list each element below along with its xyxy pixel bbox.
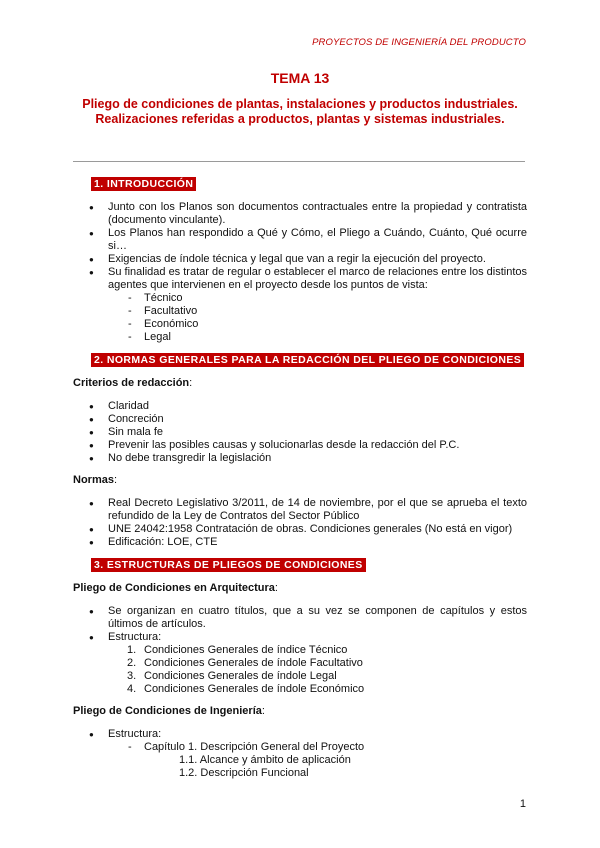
page-number: 1: [519, 798, 526, 810]
list-item: ● Los Planos han respondido a Qué y Cómo, el Pliego a Cuándo, Cuánto, Qué ocurre si…: [73, 227, 527, 253]
section-heading: 3. ESTRUCTURAS DE PLIEGOS DE CONDICIONES: [91, 558, 366, 572]
arquitectura-structure: [108, 644, 527, 696]
list-item-text: Su finalidad es tratar de regular o establecer el marco de relaciones entre los distintos agentes que intervienen en el proyecto desde los puntos de vista:: [108, 266, 527, 291]
list-item: ● Junto con los Planos son documentos contractuales entre la propiedad y contratista (documento vinculante).: [73, 201, 527, 227]
page-subtitle: Pliego de condiciones de plantas, instalaciones y productos industriales. Realizaciones referidas a productos, plantas y sistemas industriales.: [82, 97, 518, 126]
list-item: ● Edificación: LOE, CTE: [73, 536, 527, 549]
document-body: [73, 177, 527, 780]
page-title: TEMA 13: [270, 70, 330, 86]
section-3: [73, 558, 527, 572]
list-item: ● Prevenir las posibles causas y solucionarlas desde la redacción del P.C.: [73, 439, 527, 452]
list-item: [73, 728, 527, 754]
list-item-text: Estructura:: [108, 728, 162, 740]
section-1: [73, 177, 527, 191]
list-item: - Facultativo: [108, 305, 527, 318]
viewpoints-list: [108, 292, 527, 344]
list-item: ● Sin mala fe: [73, 426, 527, 439]
list-item: ● UNE 24042:1958 Contratación de obras. Condiciones generales (No está en vigor): [73, 523, 527, 536]
list-item: - Capítulo 1. Descripción General del Proyecto: [108, 741, 527, 754]
list-item: ● Claridad: [73, 400, 527, 413]
list-item: 3. Condiciones Generales de índole Legal: [127, 670, 337, 682]
list-item: ● No debe transgredir la legislación: [73, 452, 527, 465]
list-item: 1. Condiciones Generales de índice Técnico: [127, 644, 348, 656]
list-item: - Técnico: [108, 292, 527, 305]
ingenieria-structure: [108, 741, 527, 754]
section-2: [73, 353, 527, 367]
sub-item: 1.2. Descripción Funcional: [179, 767, 309, 779]
section-heading: 1. INTRODUCCIÓN: [91, 177, 196, 191]
running-header: PROYECTOS DE INGENIERÍA DEL PRODUCTO: [312, 37, 526, 48]
normas-list: [73, 497, 527, 549]
list-item: - Legal: [108, 331, 527, 344]
sub-item: 1.1. Alcance y ámbito de aplicación: [179, 754, 351, 766]
list-item: 4. Condiciones Generales de índole Económico: [127, 683, 365, 695]
list-item-text: Estructura:: [108, 631, 162, 643]
intro-list: [73, 201, 527, 344]
normas-label: Normas:: [73, 474, 118, 486]
list-item: [73, 266, 527, 344]
divider: [73, 161, 525, 162]
list-item: ● Concreción: [73, 413, 527, 426]
criterios-list: [73, 400, 527, 465]
section-heading: 2. NORMAS GENERALES PARA LA REDACCIÓN DEL PLIEGO DE CONDICIONES: [91, 353, 524, 367]
list-item: ● Real Decreto Legislativo 3/2011, de 14 de noviembre, por el que se aprueba el texto refundido de la Ley de Contratos del Sector Público: [73, 497, 527, 523]
list-item: ● Exigencias de índole técnica y legal que van a regir la ejecución del proyecto.: [73, 253, 527, 266]
ingenieria-list: [73, 728, 527, 754]
ingenieria-label: Pliego de Condiciones de Ingeniería:: [73, 705, 265, 717]
arquitectura-label: Pliego de Condiciones en Arquitectura:: [73, 582, 278, 594]
list-item: 2. Condiciones Generales de índole Facultativo: [127, 657, 363, 669]
list-item: [73, 631, 527, 696]
list-item: ● Se organizan en cuatro títulos, que a su vez se componen de capítulos y estos últimos de artículos.: [73, 605, 527, 631]
list-item: - Económico: [108, 318, 527, 331]
arquitectura-list: [73, 605, 527, 696]
criterios-label: Criterios de redacción:: [73, 377, 193, 389]
